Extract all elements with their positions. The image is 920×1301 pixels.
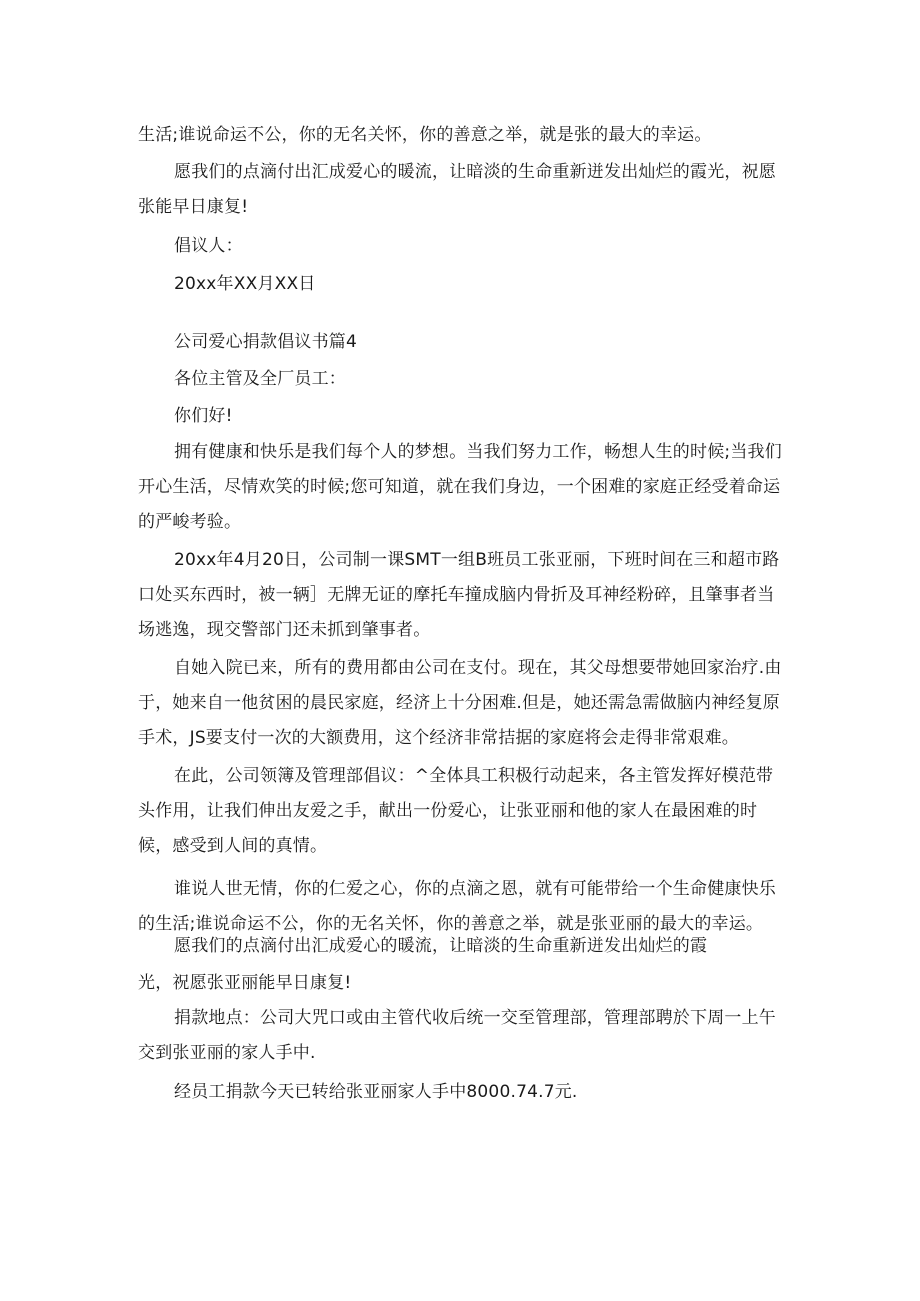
paragraph-4: 20xx年4月20日，公司制一课SMT一组B班员工张亚丽，下班时间在三和超市路口处买东西时，被一辆］无牌无证的摩托车撞成脑内骨折及耳神经粉碎，且肇事者当场逃逸，现交警部门还未抓到肇事者。 (138, 550, 780, 640)
paragraph-7: 谁说人世无情，你的仁爱之心，你的点滴之恩，就有可能带给一个生命健康快乐的生活;谁说命运不公，你的无名关怀，你的善意之举，就是张亚丽的最大的幸运。 (138, 879, 776, 934)
paragraph-6: 在此，公司领簿及管理部倡议：^全体具工积极行动起来，各主管发挥好模范带头作用，让我们伸出友爱之手，献出一份爱心，让张亚丽和他的家人在最困难的时候，感受到人间的真情。 (138, 766, 774, 856)
paragraph-1: 生活;谁说命运不公，你的无名关怀，你的善意之举，就是张的最大的幸运。 (138, 125, 712, 145)
proposer-label: 倡议人： (174, 236, 243, 256)
paragraph-8-line-2: 光，祝愿张亚丽能早日康复! (138, 973, 352, 993)
paragraph-9: 捐款地点：公司大咒口或由主管代收后统一交至管理部，管理部聘於下周一上午交到张亚丽的家人手中. (138, 1008, 776, 1063)
greeting: 你们好! (174, 406, 233, 426)
paragraph-3: 拥有健康和快乐是我们每个人的梦想。当我们努力工作，畅想人生的时候;当我们开心生活，尽情欢笑的时候;您可知道，就在我们身边，一个困难的家庭正经受着命运的严峻考验。 (138, 442, 782, 532)
paragraph-8-line-1: 愿我们的点滴付出汇成爱心的暖流，让暗淡的生命重新迸发出灿烂的霞 (174, 936, 708, 956)
salutation: 各位主管及全厂员工： (174, 369, 346, 389)
paragraph-5: 自她入院已来，所有的费用都由公司在支付。现在，其父母想要带她回家治疗.由于，她来自一他贫困的晨民家庭，经济上十分困难.但是，她还需急需做脑内神经复原手术，JS要支付一次的大额费用，这个经济非常拮据的家庭将会走得非常艰难。 (138, 658, 782, 748)
paragraph-10: 经员工捐款今天已转给张亚丽家人手中8000.74.7元. (174, 1082, 578, 1102)
section-title: 公司爱心捐款倡议书篇4 (174, 332, 358, 352)
paragraph-2: 愿我们的点滴付出汇成爱心的暖流，让暗淡的生命重新迸发出灿烂的霞光，祝愿张能早日康复! (138, 162, 776, 217)
date-line: 20xx年XX月XX日 (174, 274, 316, 294)
